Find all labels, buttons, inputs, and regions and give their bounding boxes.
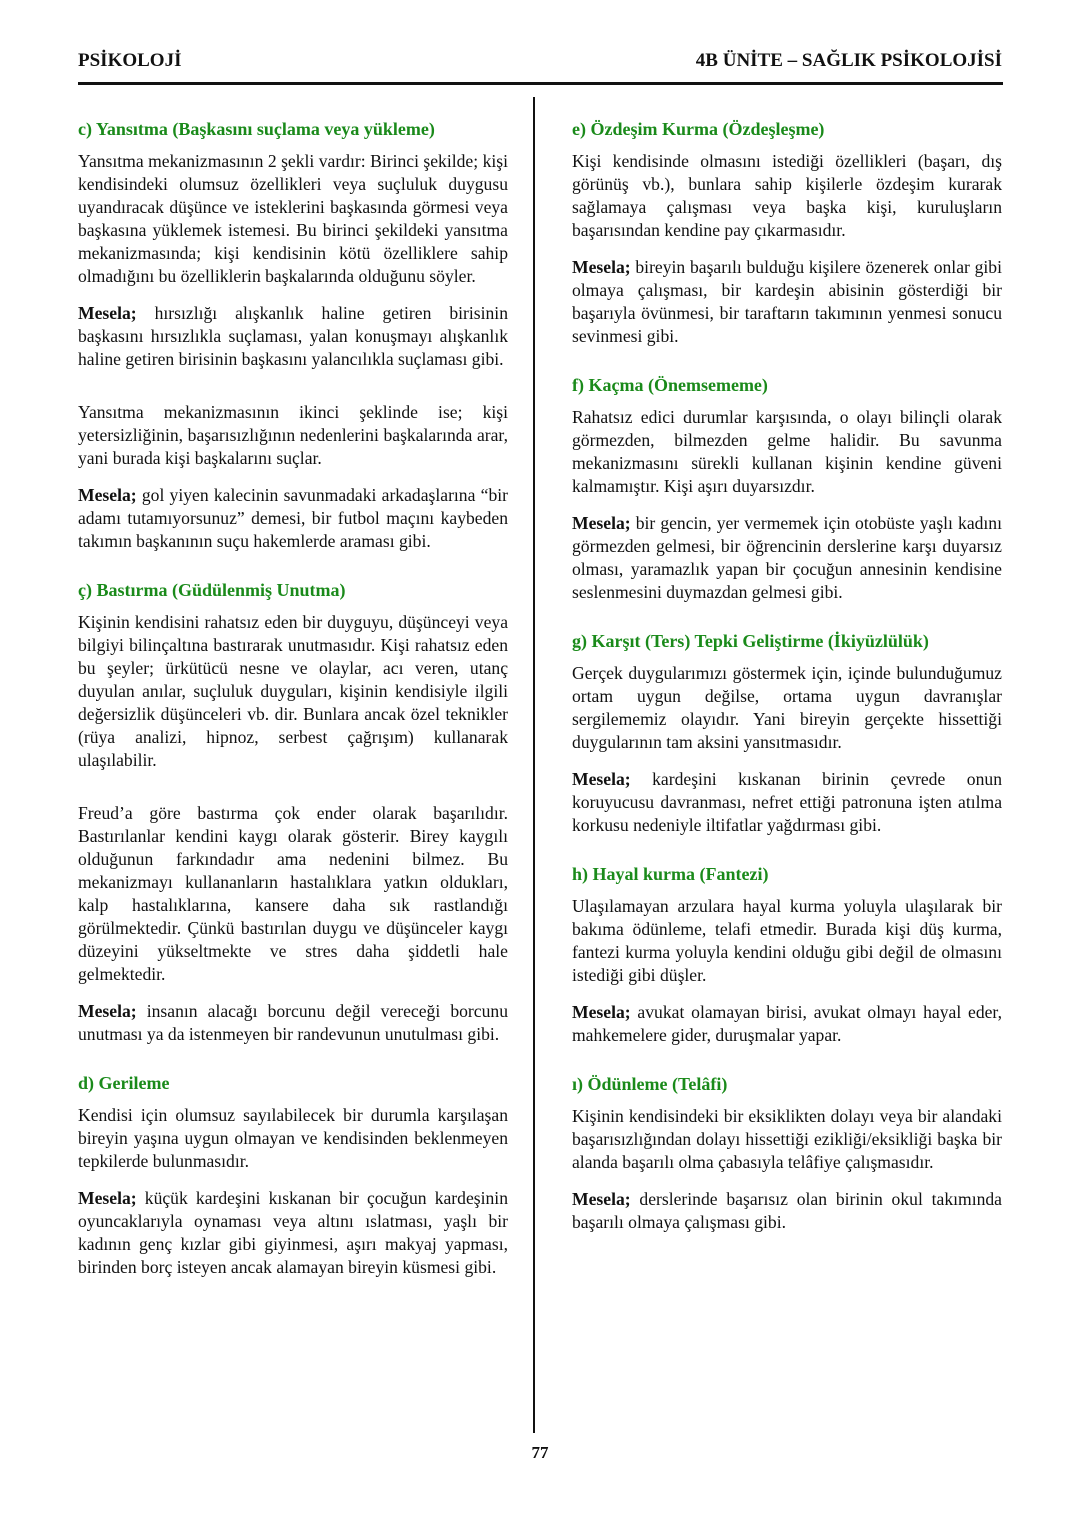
paragraph-text: bir gencin, yer vermemek için otobüste yaşlı kadını görmezden gelmesi, bir öğrencinin derslerine karşı duyarsız olması, yaramazlık yapan bir çocuğun annesinin kendisine seslenmesini duymazdan gelmesi gibi. xyxy=(572,513,1002,602)
section-heading: ı) Ödünleme (Telâfi) xyxy=(572,1074,728,1094)
header-rule xyxy=(78,82,1003,85)
paragraph-text: Freud’a göre bastırma çok ender olarak başarılıdır. Bastırılanlar kendini kaygı olarak gösterir. Birey kaygılı olduğunun farkındadır ama nedenini bilmez. Bu mekanizmayı kullananların hastalıklara yatkın oldukları, kalp hastalıklarına, kansere daha sık rastlandığı görülmektedir. Çünkü bastırılan duygu ve düşünceler kaygı düzeyini yükseltmekte ve stres daha şiddetli hale gelmektedir. xyxy=(78,803,508,984)
paragraph xyxy=(78,611,508,772)
section xyxy=(572,863,1002,1047)
example-paragraph xyxy=(572,512,1002,604)
example-lead: Mesela; xyxy=(572,1002,631,1022)
paragraph xyxy=(572,150,1002,242)
paragraph-text: Kendisi için olumsuz sayılabilecek bir durumla karşılaşan bireyin yaşına uygun olmayan ve kendisinden beklenmeyen tepkilerde bulunmasıdır. xyxy=(78,1105,508,1171)
section-heading: h) Hayal kurma (Fantezi) xyxy=(572,864,769,884)
paragraph xyxy=(78,401,508,470)
example-paragraph xyxy=(572,768,1002,837)
paragraph-text: kardeşini kıskanan birinin çevrede onun koruyucusu davranması, nefret ettiği patronuna işten atılma korkusu nedeniyle iltifatlar yağdırması gibi. xyxy=(572,769,1002,835)
page-header xyxy=(78,50,1002,72)
paragraph xyxy=(78,1104,508,1173)
header-subject: PSİKOLOJİ xyxy=(78,50,182,71)
paragraph-text: Yansıtma mekanizmasının 2 şekli vardır: Birinci şekilde; kişi kendisindeki olumsuz özellikleri veya suçluluk duygusu uyandıracak düşünce ve isteklerini başkasında görmesi veya başkasına yüklemek istemesi. Bu birinci şekildeki yansıtma mekanizmasında; kişi kendisinin kötü özelliklere sahip olmadığını bu özelliklerin başkalarında olduğunu söyler. xyxy=(78,151,508,286)
section-heading: e) Özdeşim Kurma (Özdeşleşme) xyxy=(572,119,825,139)
paragraph xyxy=(572,895,1002,987)
example-paragraph xyxy=(572,1188,1002,1234)
section xyxy=(78,579,508,1046)
section-heading: c) Yansıtma (Başkasını suçlama veya yükleme) xyxy=(78,119,435,139)
section-heading: ç) Bastırma (Güdülenmiş Unutma) xyxy=(78,580,346,600)
example-paragraph xyxy=(78,1187,508,1279)
paragraph-text: gol yiyen kalecinin savunmadaki arkadaşlarına “bir adamı tutamıyorsunuz” demesi, bir futbol maçını kaybeden takımın başkanının suçu hakemlerde araması gibi. xyxy=(78,485,508,551)
example-lead: Mesela; xyxy=(78,1001,137,1021)
paragraph-text: Gerçek duygularımızı göstermek için, içinde bulunduğumuz ortam uygun değilse, ortama uygun davranışlar sergilememiz olayıdır. Yani bireyin gerçekte hissettiği duygularının tam aksini yansıtmasıdır. xyxy=(572,663,1002,752)
section-heading: d) Gerileme xyxy=(78,1073,170,1093)
header-unit: 4B ÜNİTE – SAĞLIK PSİKOLOJİSİ xyxy=(695,50,1002,71)
paragraph-text: insanın alacağı borcunu değil vereceği borcunu unutması ya da istenmeyen bir randevunun unutulması gibi. xyxy=(78,1001,508,1044)
example-lead: Mesela; xyxy=(572,257,631,277)
paragraph-text: bireyin başarılı bulduğu kişilere özenerek onlar gibi olmaya çalışması, bir kardeşin abisinin gösterdiği bir başarıyla övünmesi, bir taraftarın takımının yenmesi sonucu sevinmesi gibi. xyxy=(572,257,1002,346)
paragraph-text: küçük kardeşini kıskanan bir çocuğun kardeşinin oyuncaklarıyla oynaması veya altını ıslatması, yaşlı bir kadının genç kızlar gibi giyinmesi, aşırı makyaj yapması, birinden borç isteyen ancak alamayan bireyin küsmesi gibi. xyxy=(78,1188,508,1277)
paragraph-text: Kişi kendisinde olmasını istediği özellikleri (başarı, dış görünüş vb.), bunlara sahip kişilerle özdeşim kurarak sağlamaya çalışması veya başka kişi, kuruluşların başarısından kendine pay çıkarmasıdır. xyxy=(572,151,1002,240)
paragraph-text: Rahatsız edici durumlar karşısında, o olayı bilinçli olarak görmezden, bilmezden gelme halidir. Bu savunma mekanizmasını sürekli kullanan kişinin kendine güveni kalmamıştır. Kişi aşırı duyarsızdır. xyxy=(572,407,1002,496)
section xyxy=(78,1072,508,1279)
page-number: 77 xyxy=(531,1443,549,1462)
example-lead: Mesela; xyxy=(78,1188,137,1208)
section xyxy=(572,118,1002,348)
section xyxy=(572,374,1002,604)
example-paragraph xyxy=(78,302,508,371)
paragraph xyxy=(572,662,1002,754)
example-lead: Mesela; xyxy=(78,485,137,505)
paragraph-text: Kişinin kendisini rahatsız eden bir duyguyu, düşünceyi veya bilgiyi bilinçaltına bastırarak unutmasıdır. Kişi rahatsız eden bu şeyler; ürkütücü nesne ve olaylar, acı veren, utanç duyulan anılar, suçluluk duyguları, kişinin kendisiyle ilgili değersizlik düşünceleri vb. dir. Bunlara ancak özel teknikler (rüya analizi, hipnoz, serbest çağrışım) kullanarak ulaşılabilir. xyxy=(78,612,508,770)
column-divider xyxy=(533,97,535,1433)
section-heading: g) Karşıt (Ters) Tepki Geliştirme (İkiyüzlülük) xyxy=(572,631,929,651)
right-column xyxy=(572,118,1002,1260)
example-paragraph xyxy=(572,256,1002,348)
paragraph-text: Ulaşılamayan arzulara hayal kurma yoluyla ulaşılarak bir bakıma ödünleme, telafi etmedir. Burada kişi düş kurma, fantezi kurma yoluyla kendini olduğu gibi değil de olmasını istediği gibi düşler. xyxy=(572,896,1002,985)
example-lead: Mesela; xyxy=(572,513,631,533)
section xyxy=(78,118,508,553)
left-column xyxy=(78,118,508,1305)
paragraph-text: Yansıtma mekanizmasının ikinci şeklinde ise; kişi yetersizliğinin, başarısızlığının nedenlerini başkalarında arar, yani burada kişi başkalarını suçlar. xyxy=(78,402,508,468)
paragraph-text: Kişinin kendisindeki bir eksiklikten dolayı veya bir alandaki başarısızlığından dolayı hissettiği ezikliği/eksikliği başka bir alanda başarılı olma çabasıyla telâfiye çalışmasıdır. xyxy=(572,1106,1002,1172)
example-lead: Mesela; xyxy=(572,769,631,789)
section-heading: f) Kaçma (Önemsememe) xyxy=(572,375,768,395)
example-lead: Mesela; xyxy=(78,303,137,323)
paragraph xyxy=(572,406,1002,498)
paragraph xyxy=(78,802,508,986)
paragraph xyxy=(78,150,508,288)
example-paragraph xyxy=(78,484,508,553)
paragraph-text: derslerinde başarısız olan birinin okul takımında başarılı olmaya çalışması gibi. xyxy=(572,1189,1002,1232)
section xyxy=(572,1073,1002,1234)
paragraph-text: avukat olamayan birisi, avukat olmayı hayal eder, mahkemelere gider, duruşmalar yapar. xyxy=(572,1002,1002,1045)
example-paragraph xyxy=(78,1000,508,1046)
section xyxy=(572,630,1002,837)
example-paragraph xyxy=(572,1001,1002,1047)
example-lead: Mesela; xyxy=(572,1189,631,1209)
paragraph-text: hırsızlığı alışkanlık haline getiren birisinin başkasını hırsızlıkla suçlaması, yalan konuşmayı alışkanlık haline getiren birisinin başkasını yalancılıkla suçlaması gibi. xyxy=(78,303,508,369)
paragraph xyxy=(572,1105,1002,1174)
